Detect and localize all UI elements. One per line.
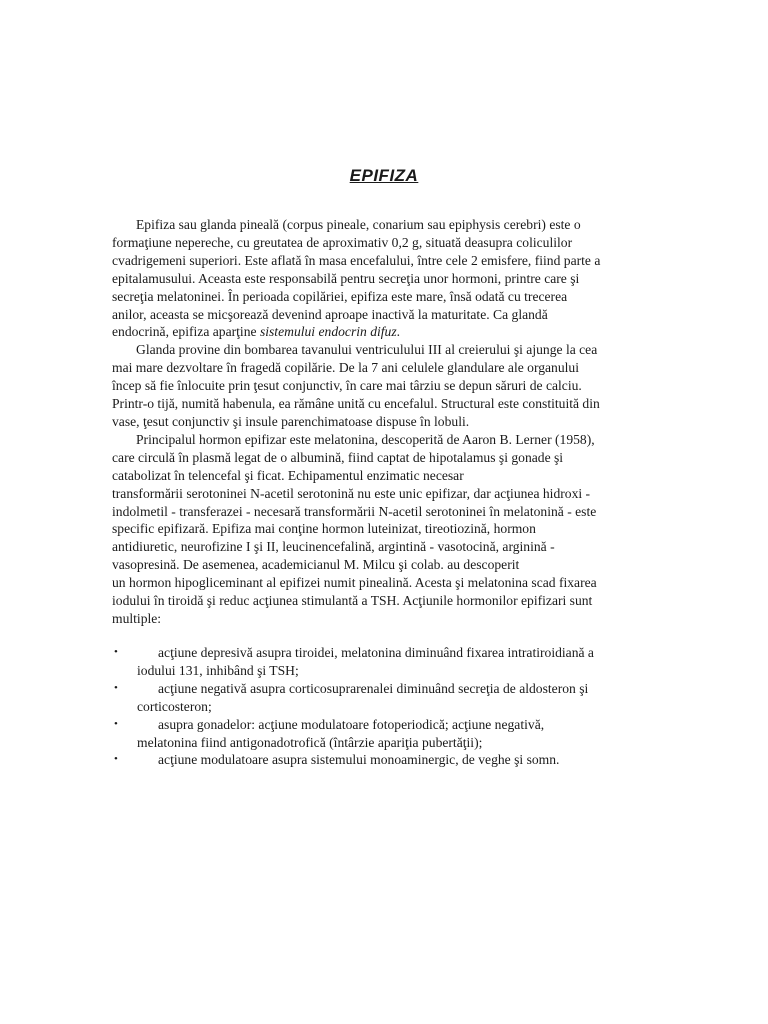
text-line: secreţia melatoninei. În perioada copilăriei, epifiza este mare, însă odată cu trecerea — [112, 288, 568, 304]
text-line: specific epifizară. Epifiza mai conţine hormon luteinizat, tireotiozină, hormon — [112, 521, 536, 537]
paragraph-3 — [112, 431, 657, 628]
text-line: formaţiune nepereche, cu greutatea de aproximativ 0,2 g, situată deasupra coliculilor — [112, 234, 573, 250]
list-item-text: acţiune modulatoare asupra sistemului monoaminergic, de veghe şi somn. — [158, 752, 560, 768]
list-item — [112, 716, 657, 752]
list-item-text: iodului 131, inhibând şi TSH; — [137, 662, 299, 678]
bullet-icon: • — [114, 717, 118, 730]
list-item — [112, 644, 657, 680]
text-line: Principalul hormon epifizar este melatonina, descoperită de Aaron B. Lerner (1958), — [136, 431, 595, 447]
text-line: mai mare dezvoltare în fragedă copilărie. De la 7 ani celulele glandulare ale organului — [112, 360, 579, 376]
bullet-icon: • — [114, 646, 118, 658]
bullet-list — [112, 644, 657, 769]
list-item-text: acţiune depresivă asupra tiroidei, melatonina diminuând fixarea intratiroidiană a — [158, 645, 594, 660]
list-item-text: corticosteron; — [137, 698, 212, 714]
document-title: EPIFIZA — [349, 166, 419, 185]
text-line: vase, ţesut conjunctiv şi insule parenchimatoase dispuse în lobuli. — [112, 413, 470, 429]
text-line: iodului în tiroidă şi reduc acţiunea stimulantă a TSH. Acţiunile hormonilor epifizari sunt — [112, 593, 593, 609]
list-item-text: asupra gonadelor: acţiune modulatoare fotoperiodică; acţiune negativă, — [158, 716, 545, 732]
list-item — [112, 680, 657, 716]
list-item — [112, 751, 657, 769]
text-line: vasopresină. De asemenea, academicianul M. Milcu şi colab. au descoperit — [112, 557, 520, 573]
text-line: multiple: — [112, 610, 162, 626]
paragraph-2 — [112, 341, 657, 431]
text-line: catabolizat în telencefal şi ficat. Echipamentul enzimatic necesar — [112, 467, 464, 483]
bullet-icon: • — [114, 681, 118, 694]
body-text — [112, 216, 657, 628]
text-line: încep să fie înlocuite prin ţesut conjunctiv, în care mai târziu se depun săruri de calciu. — [112, 378, 582, 394]
text-line: anilor, aceasta se micşorează devenind aproape inactivă la maturitate. Ca glandă — [112, 306, 548, 322]
list-item-text: acţiune negativă asupra corticosuprarenalei diminuând secreţia de aldosteron şi — [158, 680, 589, 696]
text-line: Glanda provine din bombarea tavanului ventriculului III al creierului şi ajunge la cea — [136, 342, 598, 358]
text-line: epitalamusului. Aceasta este responsabilă pentru secreţia unor hormoni, printre care şi — [112, 270, 580, 286]
text-line — [112, 323, 657, 341]
italic-term: sistemului endocrin difuz — [259, 324, 397, 340]
paragraph-1 — [112, 216, 657, 341]
text-segment: endocrină, epifiza aparţine — [112, 324, 260, 340]
text-line: Printr-o tijă, numită habenula, ea rămâne unită cu encefalul. Structural este constituită din — [112, 396, 600, 412]
text-line: cvadrigemeni superiori. Este aflată în masa encefalului, între cele 2 emisfere, fiind parte a — [112, 252, 601, 268]
text-line: indolmetil - transferazei - necesară transformării N-acetil serotoninei în melatonină - este — [112, 503, 597, 519]
text-segment: . — [396, 324, 401, 340]
text-line: Epifiza sau glanda pineală (corpus pineale, conarium sau epiphysis cerebri) este o — [136, 217, 581, 232]
text-line: care circulă în plasmă legat de o albumină, fiind captat de hipotalamus şi gonade şi — [112, 449, 564, 465]
text-line: un hormon hipogliceminant al epifizei numit pinealină. Acesta şi melatonina scad fixarea — [112, 575, 597, 591]
text-line: antidiuretic, neurofizine I şi II, leucinencefalină, argintină - vasotocină, arginină - — [112, 539, 555, 555]
text-line: transformării serotoninei N-acetil serotonină nu este unic epifizar, dar acţiunea hidroxi - — [112, 485, 591, 501]
bullet-icon: • — [114, 753, 118, 766]
list-item-text: melatonina fiind antigonadotrofică (întârzie apariţia pubertăţii); — [137, 734, 483, 750]
